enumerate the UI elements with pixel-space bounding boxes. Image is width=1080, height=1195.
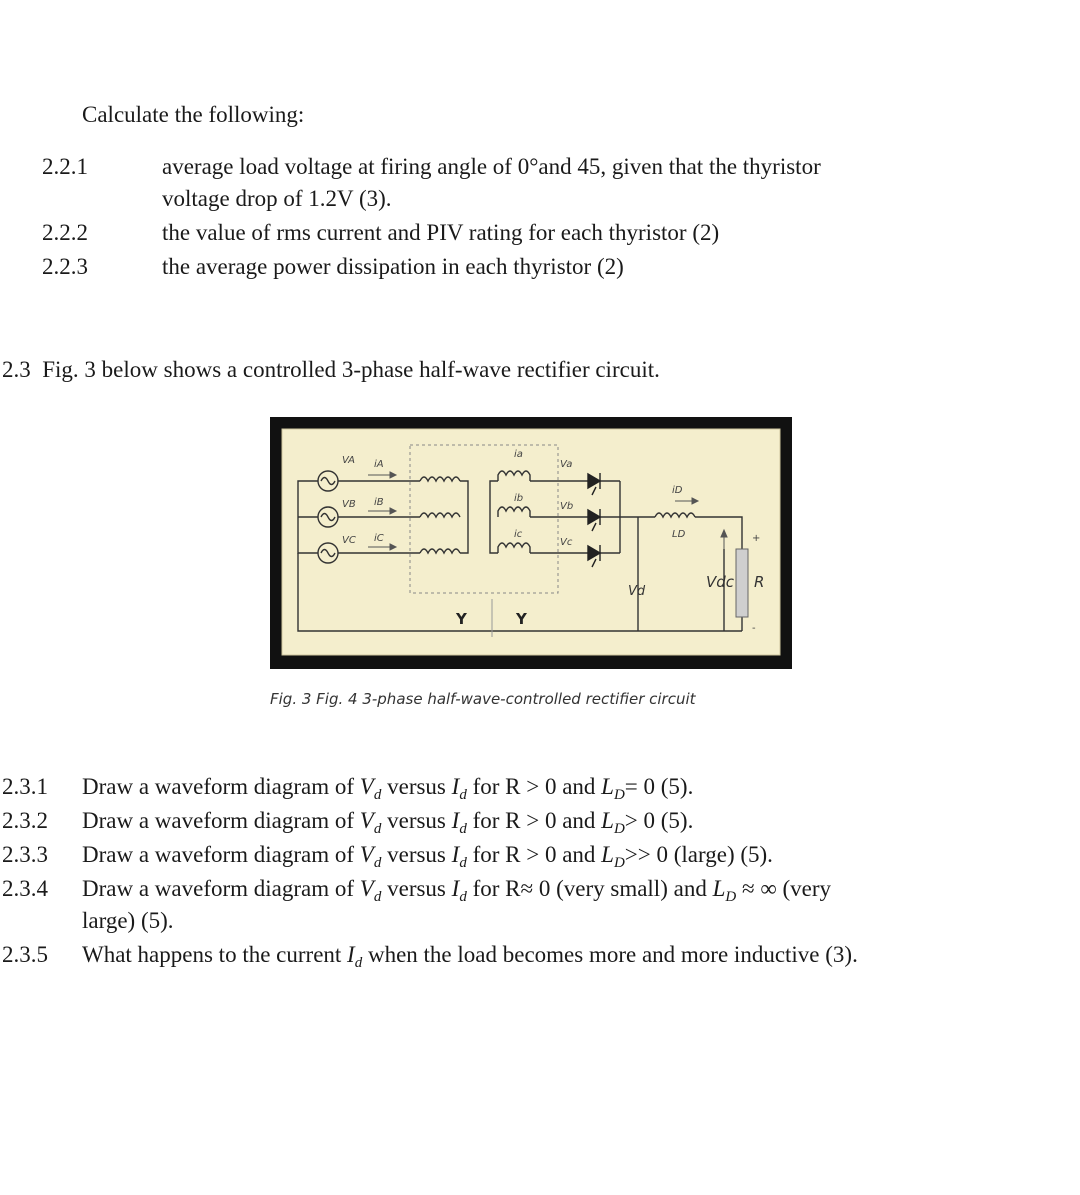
label-LD: LD [672, 529, 686, 540]
q221-text-line2: voltage drop of 1.2V (3). [162, 186, 392, 211]
label-ic: ic [514, 529, 523, 540]
label-vc: Vc [560, 537, 573, 548]
label-iA: iA [374, 459, 384, 470]
q235-text: What happens to the current $I_d$ when the load becomes more and more inductive (3). [82, 942, 858, 971]
q235-number: 2.3.5 [2, 942, 48, 967]
label-R: R [754, 573, 765, 591]
label-Y-primary: Y [456, 610, 467, 628]
figure-caption: Fig. 3 Fig. 4 3-phase half-wave-controlled rectifier circuit [270, 690, 696, 708]
label-Vd: Vd [628, 584, 646, 599]
label-iD: iD [672, 485, 683, 496]
q234-number: 2.3.4 [2, 876, 48, 901]
label-Vdc: Vdc [706, 573, 735, 591]
label-vA: VA [342, 455, 356, 466]
section-2-3 [2, 355, 660, 385]
label-vB: VB [342, 499, 356, 510]
q223-number: 2.2.3 [42, 254, 88, 279]
intro-heading: Calculate the following: [82, 102, 305, 127]
label-ib: ib [514, 493, 524, 504]
q234-text-line2: large) (5). [82, 908, 174, 933]
q233-text: Draw a waveform diagram of $V_d$ versus $I_d$ for R > 0 and $L_D>> 0$ (large) (5). [82, 842, 773, 871]
label-va: Va [560, 459, 573, 470]
q221-text-line1: average load voltage at firing angle of 0°and 45, given that the thyristor [162, 154, 821, 179]
label-iB: iB [374, 497, 384, 508]
figure-background [282, 429, 780, 655]
load-resistor [736, 549, 748, 617]
label-Y-secondary: Y [516, 610, 527, 628]
label-minus: - [752, 623, 756, 634]
rectifier-circuit-figure [270, 417, 792, 669]
label-ia: ia [514, 449, 523, 460]
section-2-3-number: 2.3 [2, 357, 31, 382]
q232-text: Draw a waveform diagram of $V_d$ versus $I_d$ for R > 0 and $L_D> 0$ (5). [82, 808, 694, 837]
q223-text: the average power dissipation in each thyristor (2) [162, 254, 624, 279]
q232-number: 2.3.2 [2, 808, 48, 833]
q234-text-line1: Draw a waveform diagram of $V_d$ versus $I_d$ for R≈ 0 (very small) and $L_D$ ≈ ∞ (very [82, 876, 832, 905]
q222-text: the value of rms current and PIV rating for each thyristor (2) [162, 220, 720, 245]
q231-number: 2.3.1 [2, 774, 48, 799]
label-vC: VC [342, 535, 356, 546]
q233-number: 2.3.3 [2, 842, 48, 867]
section-2-3-text: Fig. 3 below shows a controlled 3-phase half-wave rectifier circuit. [42, 357, 660, 382]
label-iC: iC [374, 533, 384, 544]
q221-number: 2.2.1 [42, 154, 88, 179]
q222-number: 2.2.2 [42, 220, 88, 245]
label-vb: Vb [560, 501, 574, 512]
q231-text: Draw a waveform diagram of $V_d$ versus $I_d$ for R > 0 and $L_D= 0$ (5). [82, 774, 694, 803]
label-plus: + [752, 533, 761, 544]
